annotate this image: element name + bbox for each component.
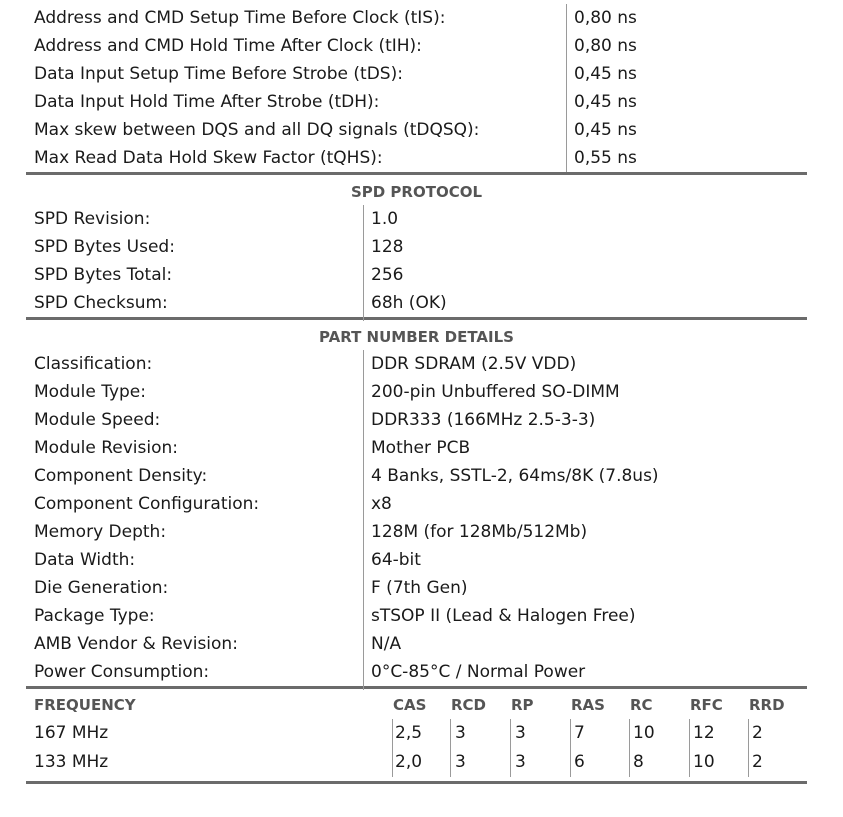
timing-label: Max skew between DQS and all DQ signals (tDQSQ): xyxy=(34,120,480,140)
ras-cell: 7 xyxy=(574,723,585,743)
part-value: F (7th Gen) xyxy=(371,578,468,598)
spd-label: SPD Revision: xyxy=(34,209,151,229)
timing-value: 0,45 ns xyxy=(574,120,637,140)
frequency-header-row xyxy=(26,689,807,719)
rfc-cell: 10 xyxy=(693,752,715,772)
timing-label: Max Read Data Hold Skew Factor (tQHS): xyxy=(34,148,383,168)
rc-cell: 8 xyxy=(633,752,644,772)
timing-section xyxy=(26,4,807,172)
spd-row xyxy=(26,261,807,289)
part-label: Module Speed: xyxy=(34,410,161,430)
frequency-cell: 133 MHz xyxy=(34,752,109,772)
frequency-header: FREQUENCY xyxy=(34,696,136,714)
rcd-cell: 3 xyxy=(455,752,466,772)
timing-label: Address and CMD Hold Time After Clock (tIH): xyxy=(34,36,422,56)
part-label: Component Density: xyxy=(34,466,208,486)
spd-value: 256 xyxy=(371,265,404,285)
part-label: Power Consumption: xyxy=(34,662,210,682)
part-value: 64-bit xyxy=(371,550,421,570)
frequency-body xyxy=(26,719,807,777)
part-row xyxy=(26,602,807,630)
rfc-cell: 12 xyxy=(693,723,715,743)
part-row xyxy=(26,434,807,462)
part-value: 0°C-85°C / Normal Power xyxy=(371,662,586,682)
rrd-header: RRD xyxy=(749,696,785,714)
spd-label: SPD Bytes Total: xyxy=(34,265,173,285)
part-section xyxy=(26,350,807,686)
rp-cell: 3 xyxy=(515,752,526,772)
timing-row xyxy=(26,116,807,144)
rc-cell: 10 xyxy=(633,723,655,743)
spd-section xyxy=(26,205,807,317)
section-divider xyxy=(26,781,807,784)
ras-header: RAS xyxy=(571,696,605,714)
part-row xyxy=(26,490,807,518)
rc-header: RC xyxy=(630,696,653,714)
part-value: Mother PCB xyxy=(371,438,471,458)
part-value: 200-pin Unbuffered SO-DIMM xyxy=(371,382,620,402)
part-row xyxy=(26,546,807,574)
timing-row xyxy=(26,4,807,32)
frequency-cell: 167 MHz xyxy=(34,723,109,743)
timing-label: Data Input Setup Time Before Strobe (tDS): xyxy=(34,64,403,84)
part-label: Module Type: xyxy=(34,382,146,402)
timing-row xyxy=(26,144,807,172)
timing-value: 0,45 ns xyxy=(574,64,637,84)
frequency-row xyxy=(26,748,807,777)
part-label: Data Width: xyxy=(34,550,136,570)
ras-cell: 6 xyxy=(574,752,585,772)
part-row xyxy=(26,658,807,686)
part-value: sTSOP II (Lead & Halogen Free) xyxy=(371,606,636,626)
part-label: Die Generation: xyxy=(34,578,169,598)
spd-value: 68h (OK) xyxy=(371,293,447,313)
part-value: DDR SDRAM (2.5V VDD) xyxy=(371,354,577,374)
part-value: DDR333 (166MHz 2.5-3-3) xyxy=(371,410,596,430)
part-row xyxy=(26,630,807,658)
part-row xyxy=(26,406,807,434)
part-label: Package Type: xyxy=(34,606,155,626)
part-label: Classification: xyxy=(34,354,153,374)
frequency-table xyxy=(26,689,807,777)
spd-label: SPD Bytes Used: xyxy=(34,237,175,257)
timing-row xyxy=(26,88,807,116)
timing-value: 0,45 ns xyxy=(574,92,637,112)
cas-header: CAS xyxy=(393,696,427,714)
cas-cell: 2,0 xyxy=(395,752,423,772)
part-value: 4 Banks, SSTL-2, 64ms/8K (7.8us) xyxy=(371,466,659,486)
rcd-cell: 3 xyxy=(455,723,466,743)
timing-label: Address and CMD Setup Time Before Clock (tIS): xyxy=(34,8,446,28)
spd-section-title: SPD PROTOCOL xyxy=(350,183,483,201)
timing-row xyxy=(26,32,807,60)
timing-value: 0,80 ns xyxy=(574,8,637,28)
part-label: AMB Vendor & Revision: xyxy=(34,634,238,654)
part-value: 128M (for 128Mb/512Mb) xyxy=(371,522,588,542)
timing-value: 0,80 ns xyxy=(574,36,637,56)
rp-header: RP xyxy=(511,696,534,714)
part-value: N/A xyxy=(371,634,402,654)
timing-value: 0,55 ns xyxy=(574,148,637,168)
frequency-row xyxy=(26,719,807,748)
part-value: x8 xyxy=(371,494,392,514)
spd-row xyxy=(26,205,807,233)
part-row xyxy=(26,462,807,490)
timing-row xyxy=(26,60,807,88)
spd-value: 128 xyxy=(371,237,404,257)
part-section-title: PART NUMBER DETAILS xyxy=(319,328,514,346)
rp-cell: 3 xyxy=(515,723,526,743)
part-label: Module Revision: xyxy=(34,438,178,458)
part-row xyxy=(26,350,807,378)
rrd-cell: 2 xyxy=(752,752,763,772)
rfc-header: RFC xyxy=(690,696,723,714)
timing-label: Data Input Hold Time After Strobe (tDH): xyxy=(34,92,380,112)
part-row xyxy=(26,574,807,602)
rrd-cell: 2 xyxy=(752,723,763,743)
part-row xyxy=(26,518,807,546)
spd-row xyxy=(26,289,807,317)
part-label: Memory Depth: xyxy=(34,522,167,542)
spd-row xyxy=(26,233,807,261)
cas-cell: 2,5 xyxy=(395,723,423,743)
part-label: Component Configuration: xyxy=(34,494,260,514)
part-row xyxy=(26,378,807,406)
spd-label: SPD Checksum: xyxy=(34,293,168,313)
rcd-header: RCD xyxy=(451,696,487,714)
spd-value: 1.0 xyxy=(371,209,399,229)
memory-spec-sheet xyxy=(26,4,807,784)
